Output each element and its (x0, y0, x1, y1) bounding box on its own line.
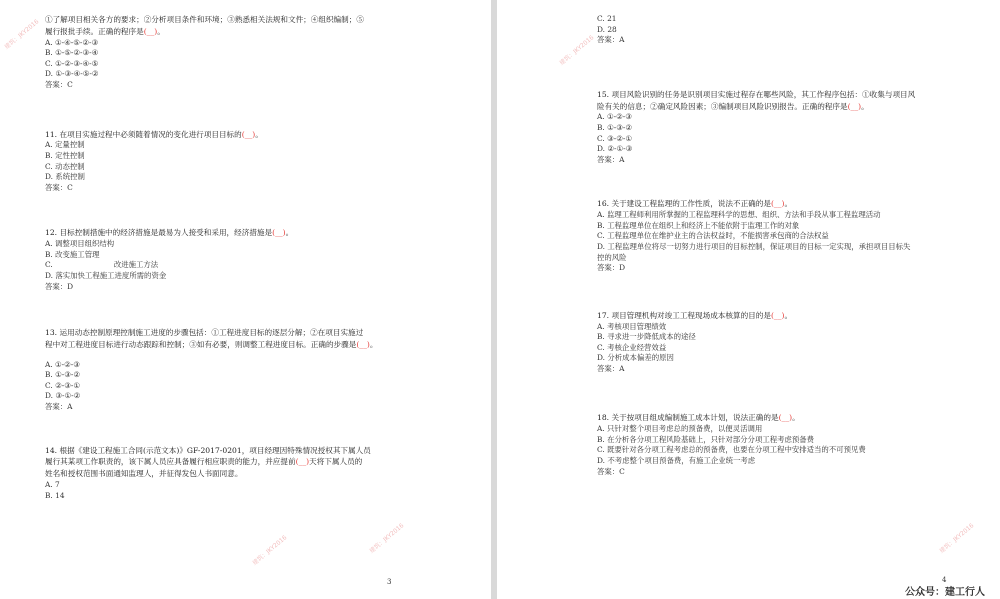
option: A. ①-②-③ (597, 112, 632, 122)
question-stem: 18. 关于按项目组成编制施工成本计划，说法正确的是(__)。 (597, 413, 800, 423)
option: C. ③-②-① (597, 133, 632, 143)
option: D. 落实加快工程施工进度所需的资金 (45, 270, 167, 280)
option: C. 考核企业经营效益 (597, 342, 667, 352)
option: D. 工程监理单位将尽一切努力进行项目的目标控制，保证项目的目标一定实现，承担项目目标失 (597, 241, 911, 251)
option: B. 在分析各分项工程风险基础上，只针对部分分项工程考虑预备费 (597, 434, 815, 444)
question-14 (45, 445, 471, 502)
answer-blank: (__) (770, 199, 785, 209)
option: C. 动态控制 (45, 161, 85, 171)
option: B. 工程监理单位在组织上和经济上不能依附于监理工作的对象 (597, 220, 800, 230)
question-stem: 11. 在项目实施过程中必须随着情况的变化进行项目目标的(__)。 (45, 129, 263, 139)
option: C. 既要针对各分项工程考虑总的预备费，也要在分项工程中安排适当的不可预见费 (597, 445, 866, 455)
wechat-account-label: 公众号：建工行人 (905, 587, 985, 598)
option: B. ①-③-② (597, 122, 633, 132)
answer-line: 答案：A (597, 35, 625, 45)
option: D. ①-③-④-⑤-② (45, 69, 99, 79)
question-12 (45, 227, 471, 292)
question-15 (597, 89, 974, 166)
option: D. ③-①-② (45, 391, 81, 401)
answer-blank: (__) (295, 457, 310, 467)
watermark: 建筑：JKY2016 (3, 18, 41, 51)
question-stem: 15. 项目风险识别的任务是识别项目实施过程存在哪些风险，其工作程序包括：①收集与项目风 (597, 89, 916, 99)
question-stem: 13. 运用动态控制原理控制施工进度的步骤包括：①工程进度目标的逐层分解；②在项目实施过 (45, 328, 364, 338)
option: C. 改进施工方法 (45, 260, 159, 270)
option: C. ②-③-① (45, 380, 80, 390)
option: B. ①-③-② (45, 370, 81, 380)
question-stem: 履行其某项工作职责的，该下属人员应具备履行相应职责的能力，并应提前(__)天将下属人员的 (45, 457, 363, 467)
answer-line: 答案：A (597, 154, 625, 164)
answer-line: 答案：C (597, 466, 625, 476)
option: C. 21 (597, 14, 617, 23)
option: A. ①-④-⑤-②-③ (45, 37, 99, 47)
option: 控的风险 (597, 252, 627, 262)
option: B. 改变施工管理 (45, 249, 100, 259)
option: A. 监理工程师利用所掌握的工程监理科学的思想、组织、方法和手段从事工程监理活动 (597, 210, 881, 220)
option: B. ①-⑤-②-③-④ (45, 48, 99, 58)
question-18 (597, 412, 974, 477)
question-stem: 履行报批手续。正确的程序是(__)。 (45, 26, 165, 36)
option: D. 不考虑整个项目预备费，有施工企业统一考虑 (597, 456, 756, 466)
question-stem: 16. 关于建设工程监理的工作性质，说法不正确的是(__)。 (597, 199, 793, 209)
option: A. 7 (45, 480, 60, 490)
option: A. 定量控制 (45, 140, 85, 150)
option: B. 定性控制 (45, 150, 85, 160)
page-number: 3 (387, 578, 392, 586)
question-17 (597, 310, 974, 375)
answer-blank: (__) (770, 310, 785, 320)
option: B. 寻求进一步降低成本的途径 (597, 332, 696, 342)
question-11 (45, 129, 471, 194)
answer-blank: (__) (778, 413, 793, 423)
answer-blank: (__) (272, 228, 286, 238)
option: A. ①-②-③ (45, 359, 80, 369)
question-stem: 12. 目标控制措施中的经济措施是最易为人接受和采用，经济措施是(__)。 (45, 228, 294, 238)
answer-blank: (__) (847, 101, 862, 111)
question-stem: 险有关的信息；②确定风险因素；③编制项目风险识别报告。正确的程序是(__)。 (597, 101, 869, 111)
option: A. 考核项目管理绩效 (597, 321, 667, 331)
answer-line: 答案：A (597, 363, 625, 373)
option: C. 工程监理单位在维护业主的合法权益时，不能损害承包商的合法权益 (597, 231, 829, 241)
page-number: 4 (942, 576, 947, 584)
option: D. 分析成本偏差的原因 (597, 353, 674, 363)
watermark: 建筑：JKY2016 (558, 34, 596, 67)
answer-blank: (__) (143, 26, 158, 36)
option: B. 14 (45, 490, 65, 500)
question-14-continued (597, 14, 974, 46)
document-page-left (0, 0, 491, 599)
question-stem: 姓名和授权范围书面通知监理人，并征得发包人书面同意。 (45, 469, 243, 479)
option: C. ①-②-③-④-⑤ (45, 58, 99, 68)
watermark: 建筑：JKY2016 (368, 522, 406, 555)
answer-line: 答案：A (45, 402, 73, 412)
option: A. 调整项目组织结构 (45, 239, 115, 249)
option: D. 28 (597, 24, 617, 34)
document-page-right (497, 0, 1000, 599)
watermark: 建筑：JKY2016 (938, 522, 976, 555)
option: D. 系统控制 (45, 172, 85, 182)
answer-line: 答案：C (45, 79, 73, 89)
option: A. 只针对整个项目考虑总的预备费，以便灵活调用 (597, 424, 763, 434)
question-stem: ①了解项目相关各方的要求；②分析项目条件和环境；③熟悉相关法规和文件；④组织编制；⑤ (45, 15, 364, 24)
watermark: 建筑：JKY2016 (251, 534, 289, 567)
answer-line: 答案：D (45, 281, 74, 291)
answer-blank: (__) (356, 339, 370, 349)
answer-line: 答案：D (597, 263, 626, 273)
question-10 (45, 14, 471, 91)
question-stem: 17. 项目管理机构对竣工工程现场成本核算的目的是(__)。 (597, 310, 793, 320)
question-stem: 程中对工程进度目标进行动态跟踪和控制；③如有必要，则调整工程进度目标。正确的步骤是(__)。 (45, 339, 378, 349)
question-13 (45, 327, 471, 413)
option: D. ②-①-③ (597, 144, 633, 154)
answer-blank: (__) (241, 129, 256, 139)
question-16 (597, 198, 974, 273)
question-stem: 14. 根据《建设工程施工合同(示范文本)》GF-2017-0201，项目经理因特殊情况授权其下属人员 (45, 445, 371, 455)
answer-line: 答案：C (45, 182, 73, 192)
